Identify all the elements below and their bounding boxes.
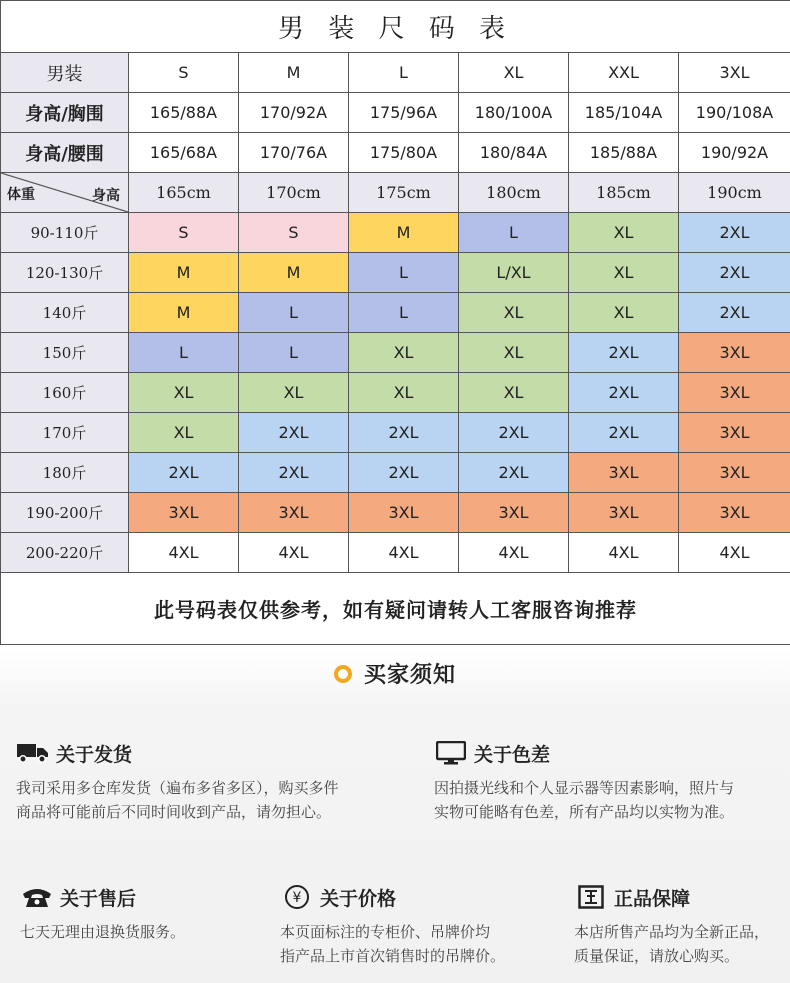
size-cell: 2XL (679, 253, 790, 293)
size-cell: 4XL (239, 533, 349, 573)
aftersale-title: 关于售后 (60, 887, 137, 910)
size-cell: 3XL (569, 453, 679, 493)
size-cell: S (239, 213, 349, 253)
height-cell: 170cm (239, 173, 349, 213)
size-cell: 3XL (679, 493, 790, 533)
size-cell: XL (569, 213, 679, 253)
size-cell: XL (459, 293, 569, 333)
price-line-2: 指产品上市首次销售时的吊牌价。 (280, 947, 506, 965)
size-cell: XL (569, 293, 679, 333)
size-cell: 2XL (239, 413, 349, 453)
price-line-1: 本页面标注的专柜价、吊牌价均 (280, 923, 491, 941)
table-cell: 180/84A (459, 133, 569, 173)
shipping-title: 关于发货 (56, 743, 133, 766)
note-row (1, 573, 790, 645)
table-cell: 190/108A (679, 93, 790, 133)
size-cell: 3XL (459, 493, 569, 533)
weight-label: 160斤 (1, 373, 129, 413)
size-cell: XL (459, 333, 569, 373)
table-cell: 170/92A (239, 93, 349, 133)
size-cell: XL (239, 373, 349, 413)
notice-header (0, 658, 790, 688)
size-cell: 2XL (459, 453, 569, 493)
weight-label: 180斤 (1, 453, 129, 493)
size-cell: S (129, 213, 239, 253)
table-note: 此号码表仅供参考，如有疑问请转人工客服咨询推荐 (1, 573, 790, 645)
weight-label: 190-200斤 (1, 493, 129, 533)
height-cell: 165cm (129, 173, 239, 213)
size-cell: 2XL (129, 453, 239, 493)
table-cell: 170/76A (239, 133, 349, 173)
size-cell: 2XL (239, 453, 349, 493)
shipping-line-2: 商品将可能前后不同时间收到产品，请勿担心。 (16, 803, 332, 821)
size-cell: L (349, 253, 459, 293)
weight-row (1, 213, 790, 253)
corner-weight: 体重 (7, 187, 35, 203)
price-block (280, 882, 560, 968)
size-cell: M (239, 253, 349, 293)
size-cell: 2XL (349, 413, 459, 453)
size-cell: 2XL (569, 333, 679, 373)
color-line-1: 因拍摄光线和个人显示器等因素影响，照片与 (434, 779, 735, 797)
size-cell: 3XL (239, 493, 349, 533)
table-cell: 180/100A (459, 93, 569, 133)
weight-row (1, 453, 790, 493)
height-cell: 190cm (679, 173, 790, 213)
size-cell: 2XL (679, 213, 790, 253)
height-cell: 185cm (569, 173, 679, 213)
size-cell: 3XL (569, 493, 679, 533)
truck-icon (16, 741, 50, 765)
size-cell: XL (349, 333, 459, 373)
size-cell: M (349, 213, 459, 253)
size-col-head: S (129, 53, 239, 93)
phone-icon (20, 885, 54, 909)
shipping-line-1: 我司采用多仓库发货（遍布多省多区），购买多件 (16, 779, 339, 797)
svg-text:¥: ¥ (292, 890, 302, 906)
size-col-head: XXL (569, 53, 679, 93)
buyer-notice (0, 650, 790, 983)
aftersale-block (20, 882, 260, 944)
table-cell: 165/68A (129, 133, 239, 173)
aftersale-line-1: 七天无理由退换货服务。 (20, 923, 186, 941)
size-cell: 4XL (679, 533, 790, 573)
size-cell: 2XL (459, 413, 569, 453)
corner-cell (1, 173, 129, 213)
size-cell: 3XL (679, 373, 790, 413)
size-col-head: 3XL (679, 53, 790, 93)
weight-label: 90-110斤 (1, 213, 129, 253)
weight-label: 140斤 (1, 293, 129, 333)
notice-title: 买家须知 (363, 663, 456, 688)
size-cell: 3XL (679, 453, 790, 493)
height-row (1, 173, 790, 213)
size-cell: 4XL (129, 533, 239, 573)
genuine-title: 正品保障 (614, 887, 691, 910)
size-cell: L (349, 293, 459, 333)
weight-label: 120-130斤 (1, 253, 129, 293)
weight-label: 150斤 (1, 333, 129, 373)
size-cell: 4XL (569, 533, 679, 573)
size-cell: L (239, 333, 349, 373)
table-title: 男 装 尺 码 表 (1, 1, 790, 53)
price-title: 关于价格 (320, 887, 397, 910)
yuan-icon (280, 885, 314, 909)
weight-row (1, 293, 790, 333)
size-col-head: L (349, 53, 459, 93)
size-cell: XL (459, 373, 569, 413)
size-cell: XL (129, 373, 239, 413)
weight-row (1, 333, 790, 373)
standard-row (1, 133, 790, 173)
size-cell: XL (349, 373, 459, 413)
genuine-block (574, 882, 788, 968)
circle-icon (334, 665, 352, 683)
color-block (434, 738, 784, 824)
monitor-icon (434, 741, 468, 765)
size-cell: L (239, 293, 349, 333)
weight-label: 170斤 (1, 413, 129, 453)
height-cell: 180cm (459, 173, 569, 213)
row-head: 身高/胸围 (1, 93, 129, 133)
color-line-2: 实物可能略有色差，所有产品均以实物为准。 (434, 803, 735, 821)
weight-label: 200-220斤 (1, 533, 129, 573)
standard-row (1, 93, 790, 133)
size-cell: XL (129, 413, 239, 453)
shipping-block (16, 738, 396, 824)
table-cell: 165/88A (129, 93, 239, 133)
size-cell: L (459, 213, 569, 253)
size-cell: 3XL (129, 493, 239, 533)
table-cell: 175/80A (349, 133, 459, 173)
size-header-row (1, 53, 790, 93)
weight-row (1, 493, 790, 533)
size-col-head: XL (459, 53, 569, 93)
weight-row (1, 533, 790, 573)
size-cell: 3XL (679, 333, 790, 373)
genuine-icon (574, 885, 608, 909)
genuine-line-1: 本店所售产品均为全新正品， (574, 923, 770, 941)
color-title: 关于色差 (474, 743, 551, 766)
table-cell: 185/88A (569, 133, 679, 173)
height-cell: 175cm (349, 173, 459, 213)
weight-row (1, 253, 790, 293)
row-head: 男装 (1, 53, 129, 93)
size-cell: XL (569, 253, 679, 293)
genuine-line-2: 质量保证，请放心购买。 (574, 947, 740, 965)
size-cell: 4XL (349, 533, 459, 573)
size-cell: 2XL (349, 453, 459, 493)
size-cell: L (129, 333, 239, 373)
row-head: 身高/腰围 (1, 133, 129, 173)
table-cell: 185/104A (569, 93, 679, 133)
table-cell: 175/96A (349, 93, 459, 133)
size-cell: M (129, 253, 239, 293)
size-cell: L/XL (459, 253, 569, 293)
table-cell: 190/92A (679, 133, 790, 173)
size-cell: 2XL (569, 373, 679, 413)
size-cell: 3XL (349, 493, 459, 533)
weight-row (1, 373, 790, 413)
size-cell: 3XL (679, 413, 790, 453)
corner-height: 身高 (92, 188, 120, 204)
size-cell: 2XL (569, 413, 679, 453)
size-cell: 4XL (459, 533, 569, 573)
size-cell: M (129, 293, 239, 333)
size-cell: 2XL (679, 293, 790, 333)
size-col-head: M (239, 53, 349, 93)
weight-row (1, 413, 790, 453)
